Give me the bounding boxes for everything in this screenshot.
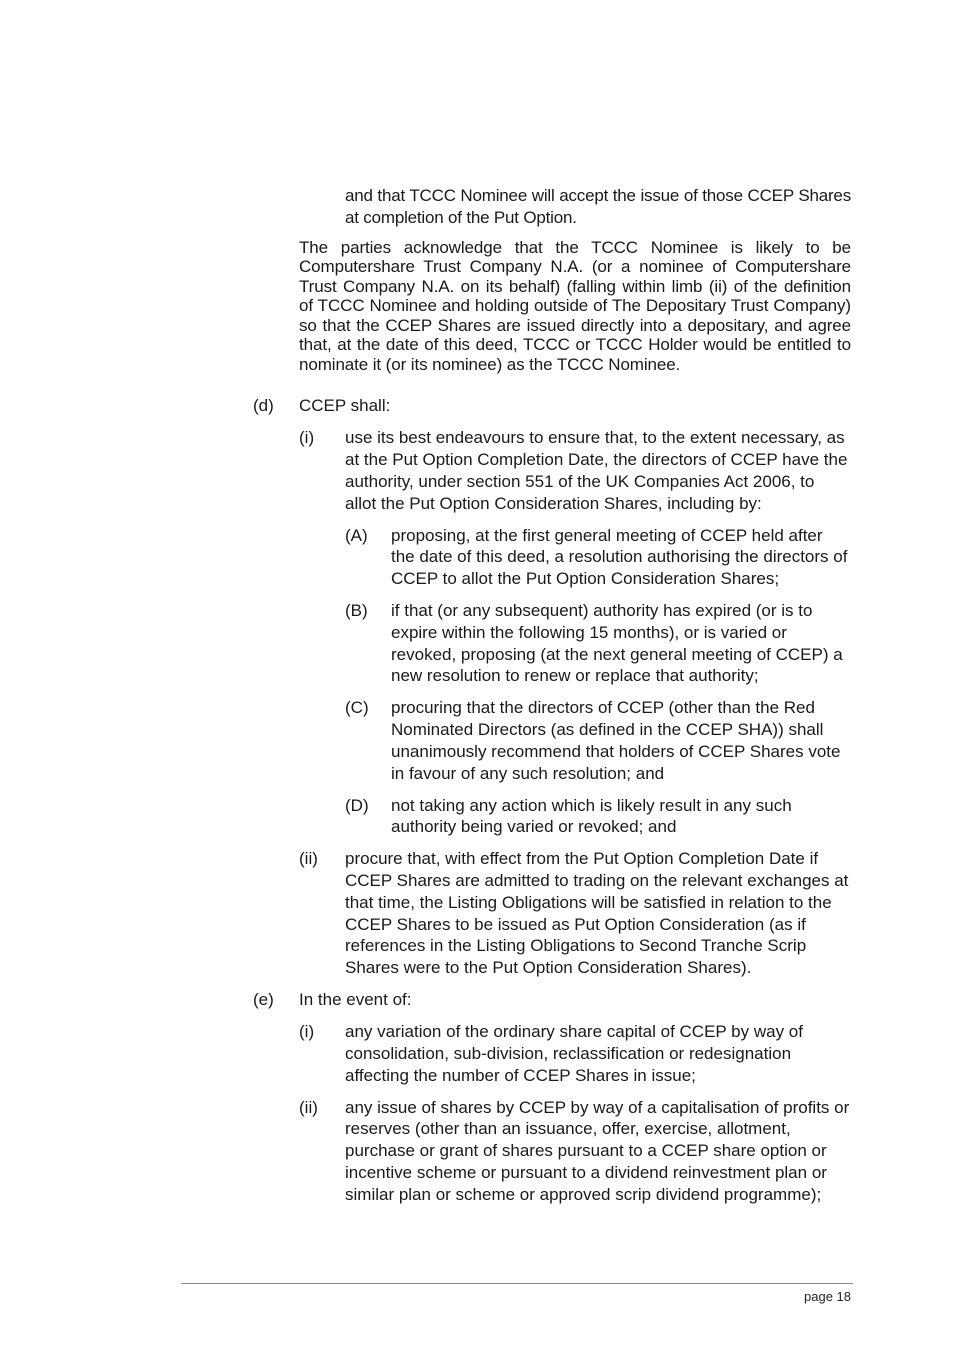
clause-d-i-d-text — [391, 795, 965, 839]
clause-e-i — [0, 1021, 965, 1086]
clause-d-ii-line: procure that, with effect from the Put Option Completion Date if — [345, 849, 819, 869]
clause-d-i-c-label: (C) — [345, 698, 369, 718]
clause-e-i-line: consolidation, sub-division, reclassification or redesignation — [345, 1043, 792, 1063]
clause-d-i-b-label: (B) — [345, 601, 368, 620]
clause-d-i-a-line: proposing, at the first general meeting of CCEP held after — [391, 525, 823, 545]
continuation-paragraph-text — [345, 185, 851, 229]
clause-d-ii-line: CCEP Shares are admitted to trading on the relevant exchanges at — [345, 871, 849, 890]
clause-e-label: (e) — [253, 990, 274, 1009]
clause-d-i-text — [345, 427, 965, 514]
clause-d-i-c-line: Nominated Directors (as defined in the CCEP SHA)) shall — [391, 720, 824, 739]
clause-d-ii-line: Shares were to the Put Option Consideration Shares). — [345, 958, 752, 977]
page-number: page 18 — [804, 1289, 851, 1304]
clause-d-i-d-line: not taking any action which is likely result in any such — [391, 795, 792, 815]
clause-d-ii-label: (ii) — [299, 849, 318, 869]
clause-e-ii — [0, 1097, 965, 1206]
clause-d-i-line: use its best endeavours to ensure that, to the extent necessary, as — [345, 428, 845, 448]
clause-d-i-b-line: if that (or any subsequent) authority has expired (or is to — [391, 601, 813, 620]
clause-e-i-text — [345, 1021, 965, 1086]
clause-e-text — [299, 989, 965, 1011]
clause-d-i-d — [0, 795, 965, 839]
clause-d-ii-line: CCEP Shares to be issued as Put Option Consideration (as if — [345, 914, 806, 934]
clause-d-i-line: authority, under section 551 of the UK Companies Act 2006, to — [345, 471, 815, 491]
clause-e — [0, 989, 965, 1011]
clause-d-i-a-line: CCEP to allot the Put Option Consideration Shares; — [391, 569, 780, 588]
acknowledgement-paragraph-line: of TCCC Nominee and holding outside of The Depositary Trust Company) — [299, 296, 851, 315]
clause-d-i-b-line: revoked, proposing (at the next general meeting of CCEP) a — [391, 644, 843, 664]
clause-d-label: (d) — [253, 396, 274, 416]
continuation-paragraph-line: and that TCCC Nominee will accept the issue of those CCEP Shares — [345, 186, 851, 205]
clause-d-i-line: at the Put Option Completion Date, the directors of CCEP have the — [345, 450, 848, 469]
clause-d-i-c-line: unanimously recommend that holders of CCEP Shares vote — [391, 741, 841, 761]
clause-e-ii-label: (ii) — [299, 1097, 318, 1117]
clause-e-ii-line: similar plan or scheme or approved scrip dividend programme); — [345, 1184, 822, 1204]
continuation-paragraph — [0, 185, 965, 229]
clause-d-i-a-label: (A) — [345, 525, 368, 545]
acknowledgement-paragraph-line: that, at the date of this deed, TCCC or TCCC Holder would be entitled to — [299, 335, 851, 354]
clause-e-ii-line: purchase or grant of shares pursuant to a CCEP share option or — [345, 1141, 827, 1160]
clause-d-i-d-label: (D) — [345, 795, 369, 815]
acknowledgement-paragraph-line: so that the CCEP Shares are issued directly into a depositary, and agree — [299, 315, 851, 335]
clause-e-ii-line: any issue of shares by CCEP by way of a capitalisation of profits or — [345, 1097, 850, 1117]
clause-d-ii-line: that time, the Listing Obligations will be satisfied in relation to the — [345, 892, 832, 912]
continuation-paragraph-line: at completion of the Put Option. — [345, 207, 577, 227]
acknowledgement-paragraph-line: Trust Company N.A. on its behalf) (falling within limb (ii) of the definition — [299, 276, 851, 296]
clause-d-i-a-line: the date of this deed, a resolution authorising the directors of — [391, 547, 848, 567]
clause-e-i-line: affecting the number of CCEP Shares in issue; — [345, 1065, 696, 1085]
clause-d-i-label: (i) — [299, 428, 315, 448]
acknowledgement-paragraph-text — [299, 238, 851, 375]
clause-d-text — [299, 395, 965, 417]
document-body — [0, 185, 965, 1205]
clause-d-i-c-line: procuring that the directors of CCEP (other than the Red — [391, 698, 815, 718]
clause-d-line: CCEP shall: — [299, 396, 391, 416]
clause-d-i-b-line: new resolution to renew or replace that authority; — [391, 666, 759, 686]
clause-e-ii-line: incentive scheme or pursuant to a dividend reinvestment plan or — [345, 1162, 827, 1182]
clause-d-i — [0, 427, 965, 514]
clause-d-i-a-text — [391, 525, 965, 590]
clause-e-i-line: any variation of the ordinary share capital of CCEP by way of — [345, 1022, 803, 1041]
clause-d-ii-line: references in the Listing Obligations to Second Tranche Scrip — [345, 936, 807, 956]
clause-d-i-line: allot the Put Option Consideration Shares, including by: — [345, 493, 762, 513]
clause-d-i-c-line: in favour of any such resolution; and — [391, 763, 665, 783]
clause-d-i-d-line: authority being varied or revoked; and — [391, 817, 677, 837]
clause-e-i-label: (i) — [299, 1022, 315, 1041]
clause-d — [0, 395, 965, 417]
clause-e-line: In the event of: — [299, 990, 412, 1009]
clause-d-ii — [0, 848, 965, 979]
acknowledgement-paragraph-line: nominate it (or its nominee) as the TCCC Nominee. — [299, 354, 681, 374]
acknowledgement-paragraph — [0, 238, 965, 386]
clause-d-i-b-line: expire within the following 15 months), or is varied or — [391, 622, 787, 642]
clause-d-i-c — [0, 697, 965, 784]
clause-e-ii-line: reserves (other than an issuance, offer, exercise, allotment, — [345, 1119, 791, 1139]
acknowledgement-paragraph-line: The parties acknowledge that the TCCC Nominee is likely to be — [299, 237, 851, 257]
clause-d-i-b — [0, 600, 965, 687]
clause-e-ii-text — [345, 1097, 965, 1206]
clause-d-i-a — [0, 525, 965, 590]
acknowledgement-paragraph-line: Computershare Trust Company N.A. (or a nominee of Computershare — [299, 257, 851, 276]
clause-d-ii-text — [345, 848, 965, 979]
clause-d-i-b-text — [391, 600, 965, 687]
footer-divider — [181, 1283, 853, 1284]
clause-d-i-c-text — [391, 697, 965, 784]
